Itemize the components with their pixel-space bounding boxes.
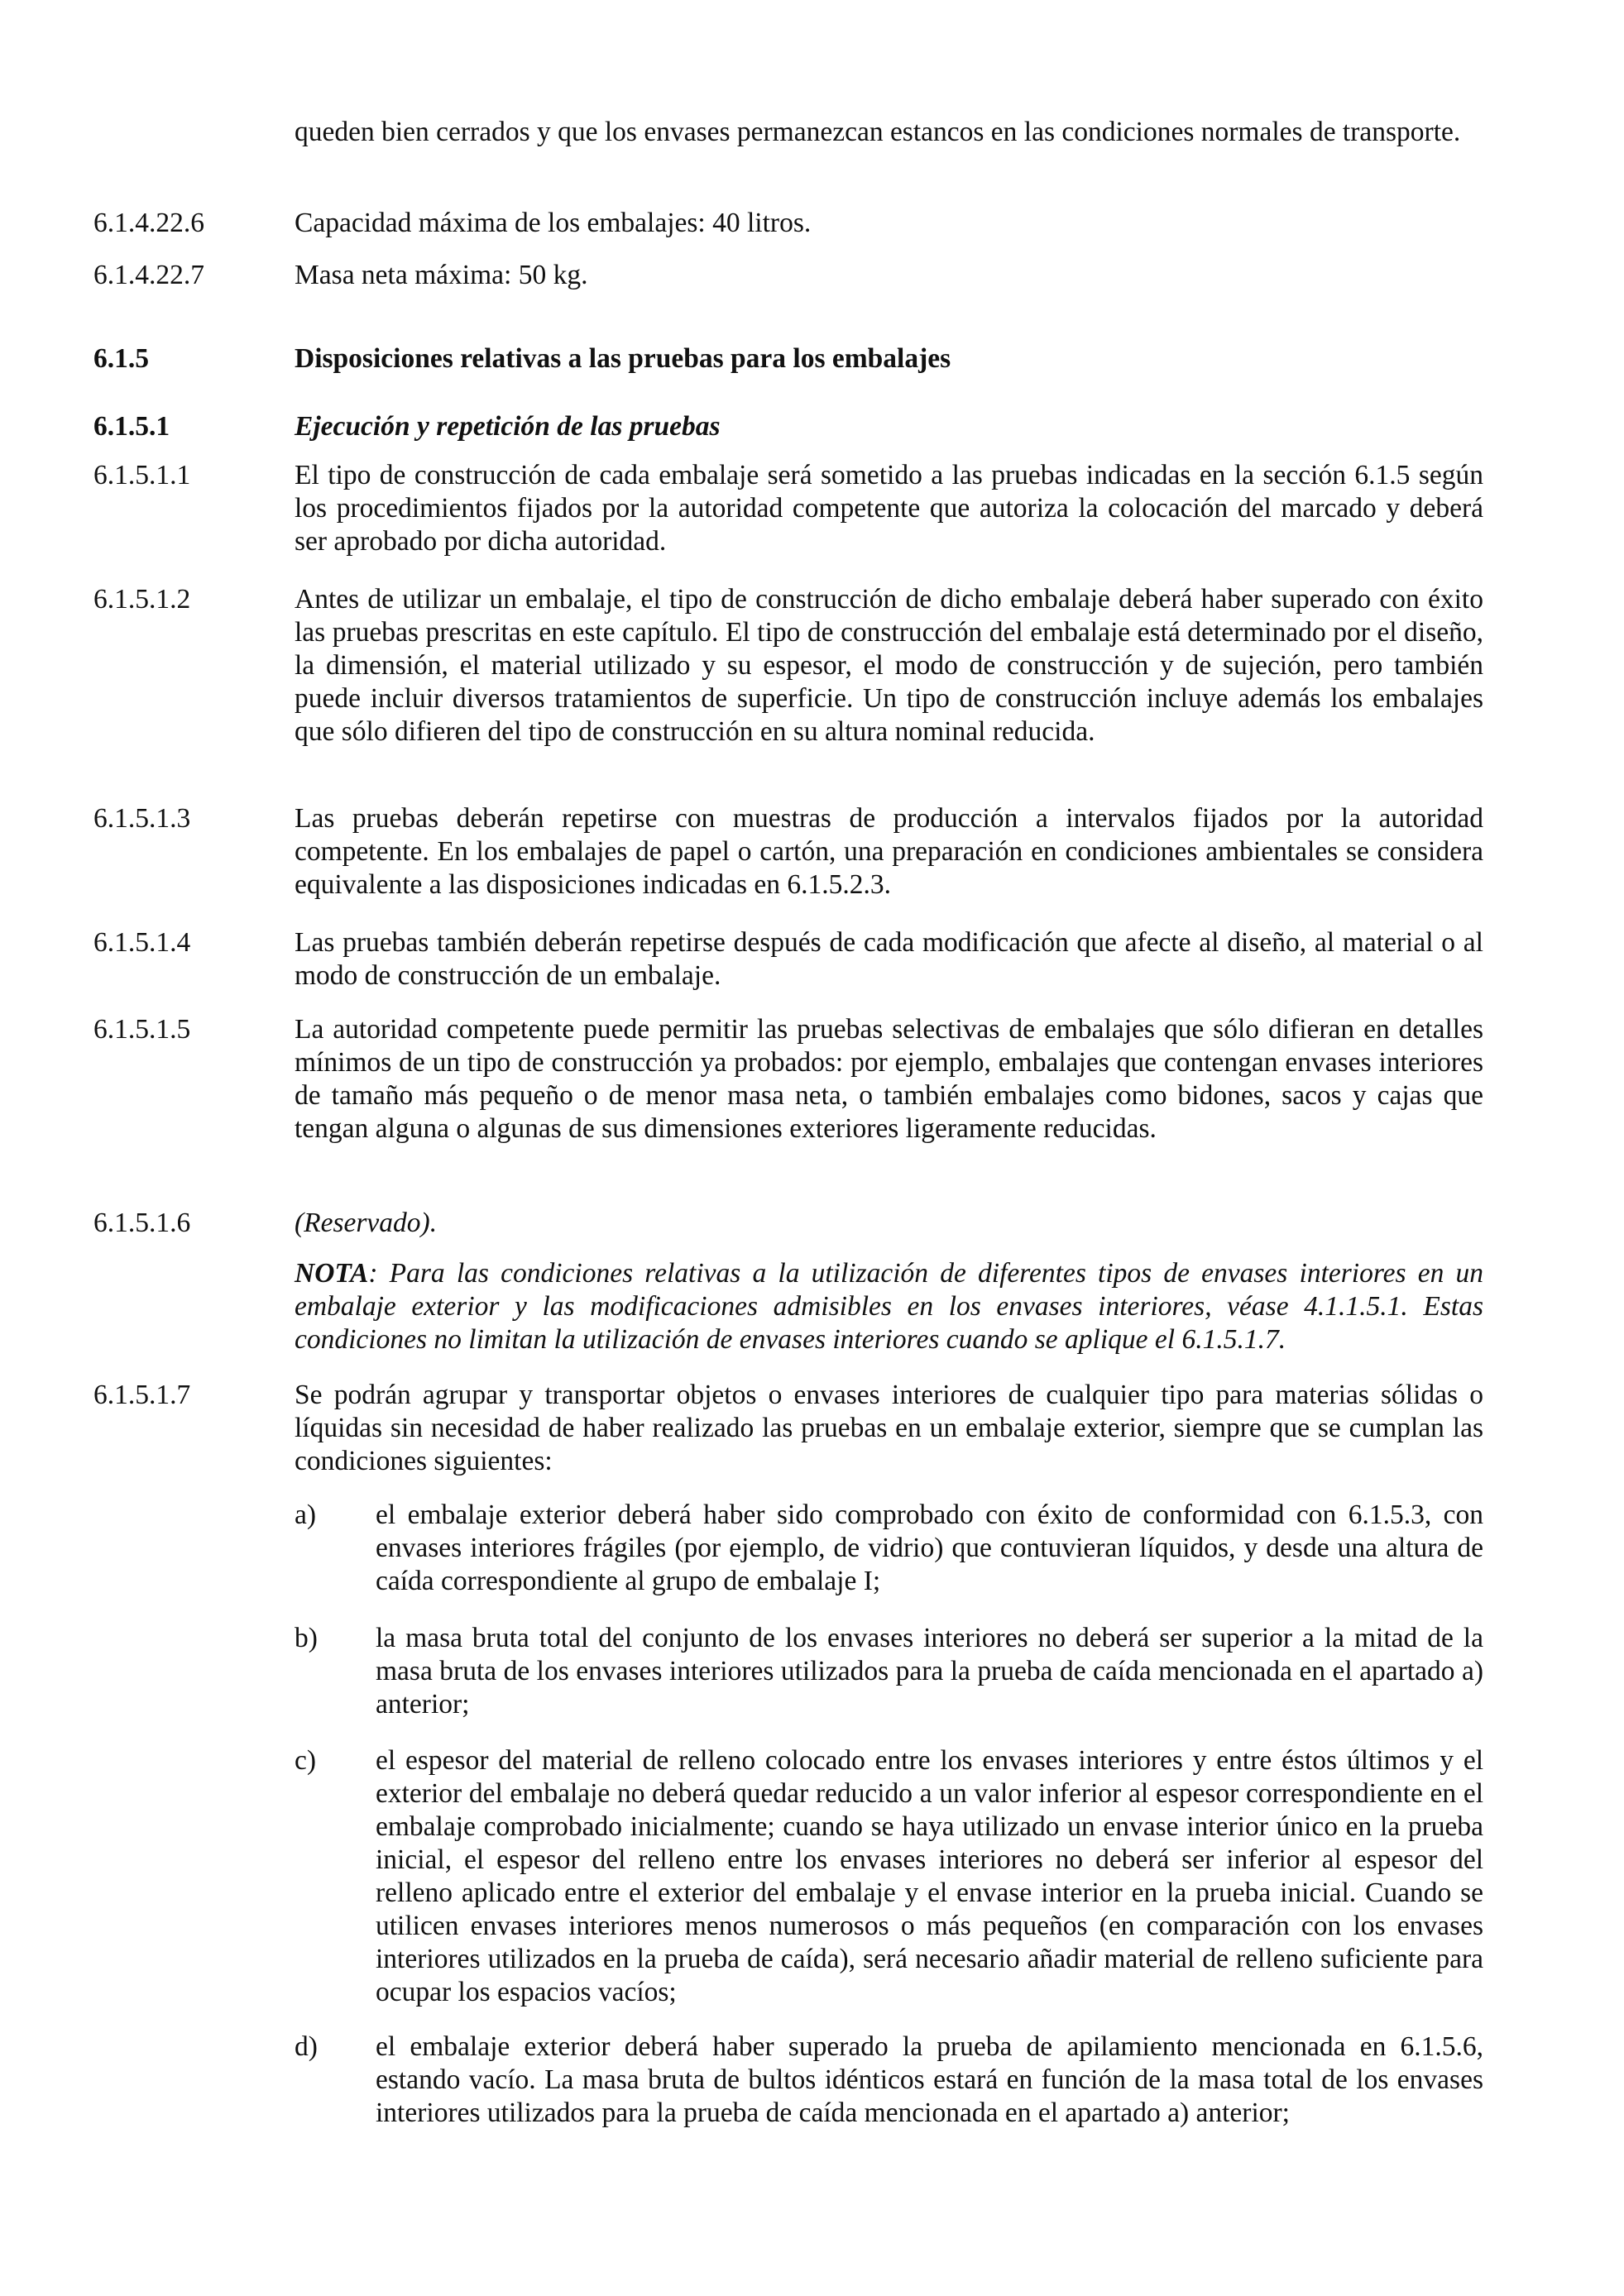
paragraph-text: Masa neta máxima: 50 kg. xyxy=(295,260,588,290)
paragraph-text: La autoridad competente puede permitir las pruebas selectivas de embalajes que sólo difieran en detalles mínimos de un tipo de construcción ya probados: por ejemplo, embalajes que contengan envases interiores de tamaño más pequeño o de menor masa neta, o también embalajes como bidones, sacos y cajas que tengan alguna o algunas de sus dimensiones exteriores ligeramente reducidas. xyxy=(295,1014,1483,1144)
section-title: Disposiciones relativas a las pruebas para los embalajes xyxy=(295,343,951,374)
paragraph-text: Las pruebas también deberán repetirse después de cada modificación que afecte al diseño, al material o al modo de construcción de un embalaje. xyxy=(295,927,1483,991)
note-label: NOTA xyxy=(295,1258,369,1289)
list-text: el espesor del material de relleno colocado entre los envases interiores y entre éstos últimos y el exterior del embalaje no deberá quedar reducido a un valor inferior al espesor correspondiente en el embalaje comprobado inicialmente; cuando se haya utilizado un envase interior único en la prueba inicial, el espesor del relleno entre los envases interiores no deberá ser inferior al espesor del relleno aplicado entre el exterior del embalaje y el envase interior en la prueba inicial. Cuando se utilicen envases interiores menos numerosos o más pequeños (en comparación con los envases interiores utilizados en la prueba de caída), será necesario añadir material de relleno suficiente para ocupar los espacios vacíos; xyxy=(376,1745,1483,2007)
subsection-title: Ejecución y repetición de las pruebas xyxy=(295,411,721,442)
list-text: el embalaje exterior deberá haber superado la prueba de apilamiento mencionada en 6.1.5.6, estando vacío. La masa bruta de bultos idénticos estará en función de la masa total de los envases interiores utilizados para la prueba de caída mencionada en el apartado a) anterior; xyxy=(376,2031,1483,2128)
paragraph-text: Las pruebas deberán repetirse con muestras de producción a intervalos fijados por la autoridad competente. En los embalajes de papel o cartón, una preparación en condiciones ambientales se considera equivalente a las disposiciones indicadas en 6.1.5.2.3. xyxy=(295,803,1483,900)
paragraph-number: 6.1.5.1.7 xyxy=(93,1380,191,1410)
paragraph-text: (Reservado). xyxy=(295,1208,438,1238)
note-body: : Para las condiciones relativas a la utilización de diferentes tipos de envases interiores en un embalaje exterior y las modificaciones admisibles en los envases interiores, véase 4.1.1.5.1. Estas condiciones no limitan la utilización de envases interiores cuando se aplique el 6.1.5.1.7. xyxy=(295,1258,1483,1355)
paragraph-number: 6.1.5.1.5 xyxy=(93,1014,191,1045)
paragraph-number: 6.1.4.22.6 xyxy=(93,208,204,238)
list-label: c) xyxy=(295,1745,317,1776)
list-label: b) xyxy=(295,1623,318,1653)
section-number: 6.1.5 xyxy=(93,343,149,374)
paragraph-text: Se podrán agrupar y transportar objetos o envases interiores de cualquier tipo para materias sólidas o líquidas sin necesidad de haber realizado las pruebas en un embalaje exterior, siempre que se cumplan las condiciones siguientes: xyxy=(295,1380,1483,1476)
paragraph-text: queden bien cerrados y que los envases permanezcan estancos en las condiciones normales de transporte. xyxy=(295,117,1461,147)
note-text xyxy=(295,1257,1483,1356)
subsection-number: 6.1.5.1 xyxy=(93,411,170,442)
paragraph-number: 6.1.5.1.6 xyxy=(93,1208,191,1238)
list-label: d) xyxy=(295,2031,318,2062)
paragraph-number: 6.1.4.22.7 xyxy=(93,260,204,290)
list-text: el embalaje exterior deberá haber sido comprobado con éxito de conformidad con 6.1.5.3, con envases interiores frágiles (por ejemplo, de vidrio) que contuvieran líquidos, y desde una altura de caída correspondiente al grupo de embalaje I; xyxy=(376,1500,1483,1596)
paragraph-text: Antes de utilizar un embalaje, el tipo de construcción de dicho embalaje deberá haber superado con éxito las pruebas prescritas en este capítulo. El tipo de construcción del embalaje está determinado por el diseño, la dimensión, el material utilizado y su espesor, el modo de construcción y de sujeción, pero también puede incluir diversos tratamientos de superficie. Un tipo de construcción incluye además los embalajes que sólo difieren del tipo de construcción en su altura nominal reducida. xyxy=(295,584,1483,747)
paragraph-text: Capacidad máxima de los embalajes: 40 litros. xyxy=(295,208,812,238)
paragraph-text: El tipo de construcción de cada embalaje será sometido a las pruebas indicadas en la sección 6.1.5 según los procedimientos fijados por la autoridad competente que autoriza la colocación del marcado y deberá ser aprobado por dicha autoridad. xyxy=(295,460,1483,557)
paragraph-number: 6.1.5.1.2 xyxy=(93,584,191,615)
paragraph-number: 6.1.5.1.3 xyxy=(93,803,191,834)
paragraph-number: 6.1.5.1.1 xyxy=(93,460,191,490)
list-label: a) xyxy=(295,1500,317,1530)
paragraph-number: 6.1.5.1.4 xyxy=(93,927,191,958)
list-text: la masa bruta total del conjunto de los envases interiores no deberá ser superior a la mitad de la masa bruta de los envases interiores utilizados para la prueba de caída mencionada en el apartado a) anterior; xyxy=(376,1623,1483,1720)
